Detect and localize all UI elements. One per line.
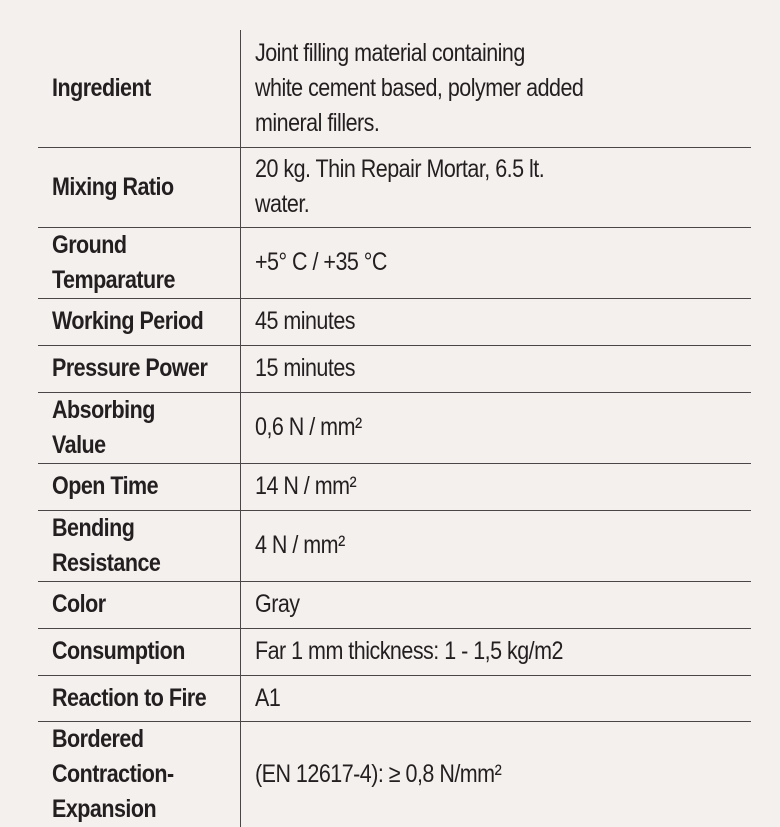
row-value-cell	[241, 392, 752, 463]
row-value: Gray	[255, 590, 300, 618]
row-value-cell	[241, 298, 752, 345]
row-label-cell	[38, 227, 241, 298]
row-label: Working Period	[52, 307, 204, 335]
table-row	[38, 721, 751, 827]
row-value-cell	[241, 721, 752, 827]
row-label-cell	[38, 581, 241, 628]
row-value-cell	[241, 30, 752, 147]
row-value: +5° C / +35 °C	[255, 248, 387, 276]
row-label: Bordered Contraction-Expansion	[52, 724, 174, 823]
table-row	[38, 345, 751, 392]
row-value: (EN 12617-4): ≥ 0,8 N/mm²	[255, 759, 502, 788]
row-value: A1	[255, 683, 281, 712]
row-label-cell	[38, 345, 241, 392]
row-value: 20 kg. Thin Repair Mortar, 6.5 lt. water.	[255, 155, 545, 218]
spec-table	[38, 30, 751, 827]
row-label-cell	[38, 147, 241, 227]
row-label: Pressure Power	[52, 354, 208, 382]
row-label-cell	[38, 392, 241, 463]
row-label-cell	[38, 30, 241, 147]
row-label: Open Time	[52, 472, 159, 500]
row-label: Mixing Ratio	[52, 172, 174, 201]
table-row	[38, 392, 751, 463]
row-label: Ingredient	[52, 73, 151, 102]
row-value-cell	[241, 581, 752, 628]
row-value-cell	[241, 227, 752, 298]
table-row	[38, 675, 751, 721]
row-value-cell	[241, 628, 752, 675]
row-label: Color	[52, 590, 106, 618]
row-value: 0,6 N / mm²	[255, 413, 362, 441]
row-value-cell	[241, 147, 752, 227]
table-row	[38, 628, 751, 675]
table-row	[38, 30, 751, 147]
row-value: 45 minutes	[255, 307, 356, 335]
row-label: Bending Resistance	[52, 513, 161, 577]
row-value: 15 minutes	[255, 354, 356, 382]
row-label-cell	[38, 298, 241, 345]
row-label-cell	[38, 463, 241, 510]
row-value: 14 N / mm²	[255, 472, 357, 500]
row-label-cell	[38, 510, 241, 581]
table-row	[38, 510, 751, 581]
row-label: Consumption	[52, 637, 185, 665]
row-label-cell	[38, 721, 241, 827]
table-row	[38, 463, 751, 510]
table-row	[38, 581, 751, 628]
table-row	[38, 298, 751, 345]
row-value-cell	[241, 510, 752, 581]
row-label: Reaction to Fire	[52, 683, 207, 712]
row-value-cell	[241, 675, 752, 721]
row-value: 4 N / mm²	[255, 531, 345, 559]
row-value-cell	[241, 463, 752, 510]
table-row	[38, 147, 751, 227]
row-value: Far 1 mm thickness: 1 - 1,5 kg/m2	[255, 637, 563, 665]
row-label-cell	[38, 675, 241, 721]
row-label: Absorbing Value	[52, 395, 155, 459]
table-row	[38, 227, 751, 298]
row-value-cell	[241, 345, 752, 392]
row-label-cell	[38, 628, 241, 675]
row-value: Joint filling material containing white cement based, polymer added mineral fillers.	[255, 38, 584, 137]
row-label: Ground Temparature	[52, 230, 175, 294]
